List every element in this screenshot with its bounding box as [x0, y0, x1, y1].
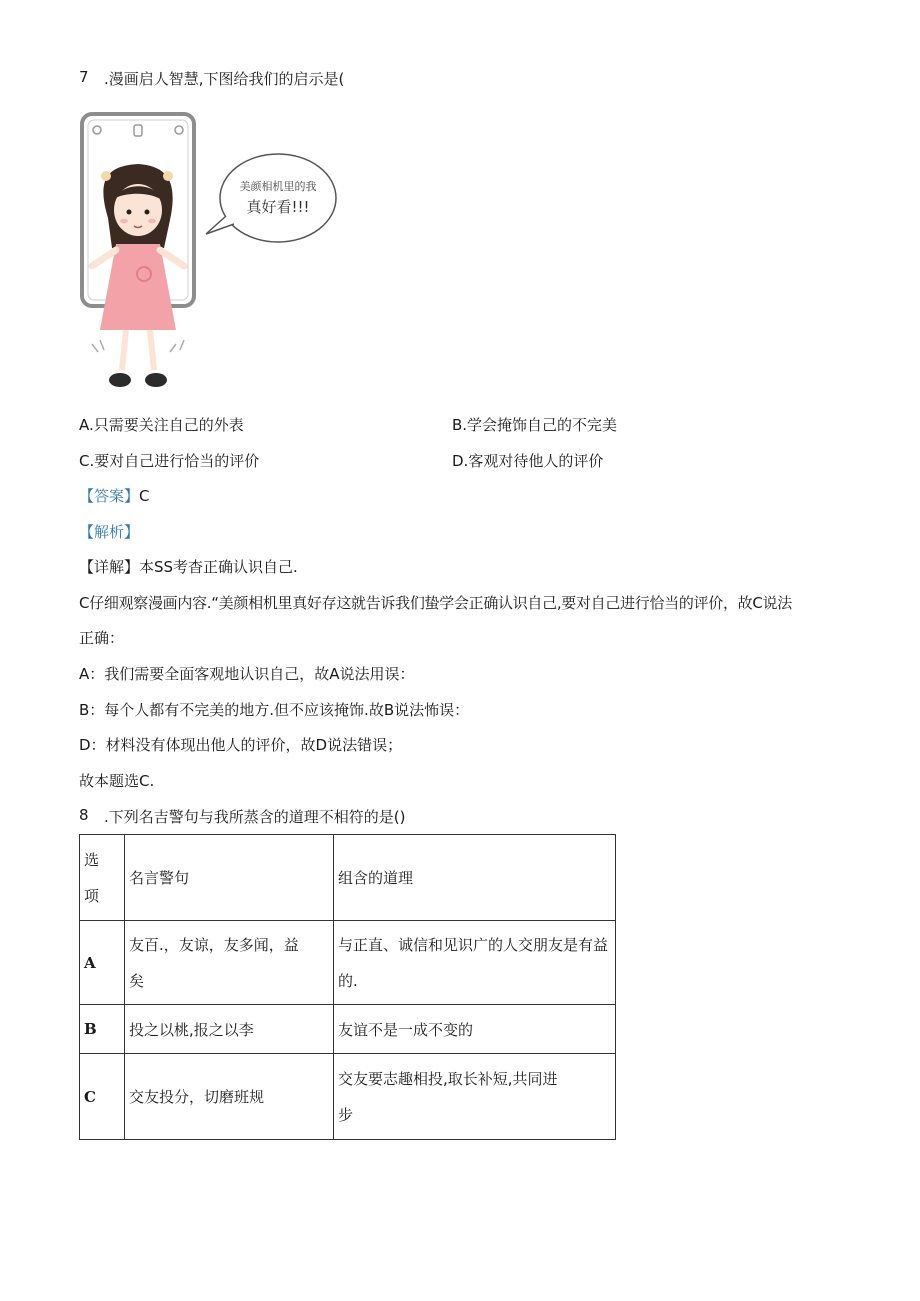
bubble-text-line2: 真好看!!! [246, 198, 310, 216]
cartoon-illustration [78, 108, 348, 400]
detail-text: 本SS考杳正确认识自己. [139, 558, 298, 576]
row-quote: 交友投分，切磨班规 [125, 1054, 334, 1140]
table-row [80, 1005, 616, 1054]
row-option: A [80, 921, 125, 1005]
header-quote: 名言警句 [125, 835, 334, 921]
q7-para1-line1: C仔细观察漫画内容.“美颜相机里真好存这就告诉我们蛰学会正确认识自己,要对自己进行恰当的评价，故C说法 [79, 594, 792, 612]
girl-shoe-left [109, 373, 131, 387]
q7-answer [79, 485, 150, 507]
q7-option-c: C.要对自己进行恰当的评价 [79, 452, 260, 470]
girl-shoe-right [145, 373, 167, 387]
q7-line-b: B：每个人都有不完美的地方.但不应该掩饰.故B说法怖误： [79, 701, 470, 719]
detail-tag: 【详解】 [79, 558, 140, 576]
q7-number: 7 [79, 68, 89, 86]
answer-value: C [139, 487, 150, 505]
table-header-row [80, 835, 616, 921]
header-option: 选 项 [80, 835, 125, 921]
q8-number: 8 [79, 806, 89, 824]
row-quote: 友百.，友谅，友多闻，益 矣 [125, 921, 334, 1005]
q7-detail [79, 556, 298, 578]
q8-stem: .下列名吉警句与我所蒸含的道理不相符的是() [104, 808, 406, 826]
answer-tag: 【答案】 [79, 487, 140, 505]
analysis-tag: 【解析】 [79, 523, 140, 541]
q7-option-b: B.学会掩饰自己的不完美 [452, 416, 618, 434]
row-meaning: 交友要志趣相投,取长补短,共同进 步 [334, 1054, 616, 1140]
q7-stem: .漫画启人智慧,下图给我们的启示是( [104, 70, 345, 88]
row-meaning: 友谊不是一成不变的 [334, 1005, 616, 1054]
row-quote: 投之以桃,报之以李 [125, 1005, 334, 1054]
row-option: C [80, 1054, 125, 1140]
q7-option-a: A.只需要关注自己的外表 [79, 416, 244, 434]
q7-conclusion: 故本题选C. [79, 772, 155, 790]
table-row [80, 921, 616, 1005]
table-row [80, 1054, 616, 1140]
row-meaning: 与正直、诚信和见识广的人交朋友是有益 的. [334, 921, 616, 1005]
q7-option-d: D.客观对待他人的评价 [452, 452, 604, 470]
q7-para1-line2: 正确： [79, 629, 125, 647]
row-option: B [80, 1005, 125, 1054]
header-meaning: 组含的道理 [334, 835, 616, 921]
bubble-text-line1: 美颜相机里的我 [239, 180, 317, 193]
q8-table [79, 834, 616, 1140]
q7-line-a: A：我们需要全面客观地认识自己，故A说法用误： [79, 665, 415, 683]
q7-line-d: D：材料没有体现出他人的评价，故D说法错误； [79, 736, 403, 754]
